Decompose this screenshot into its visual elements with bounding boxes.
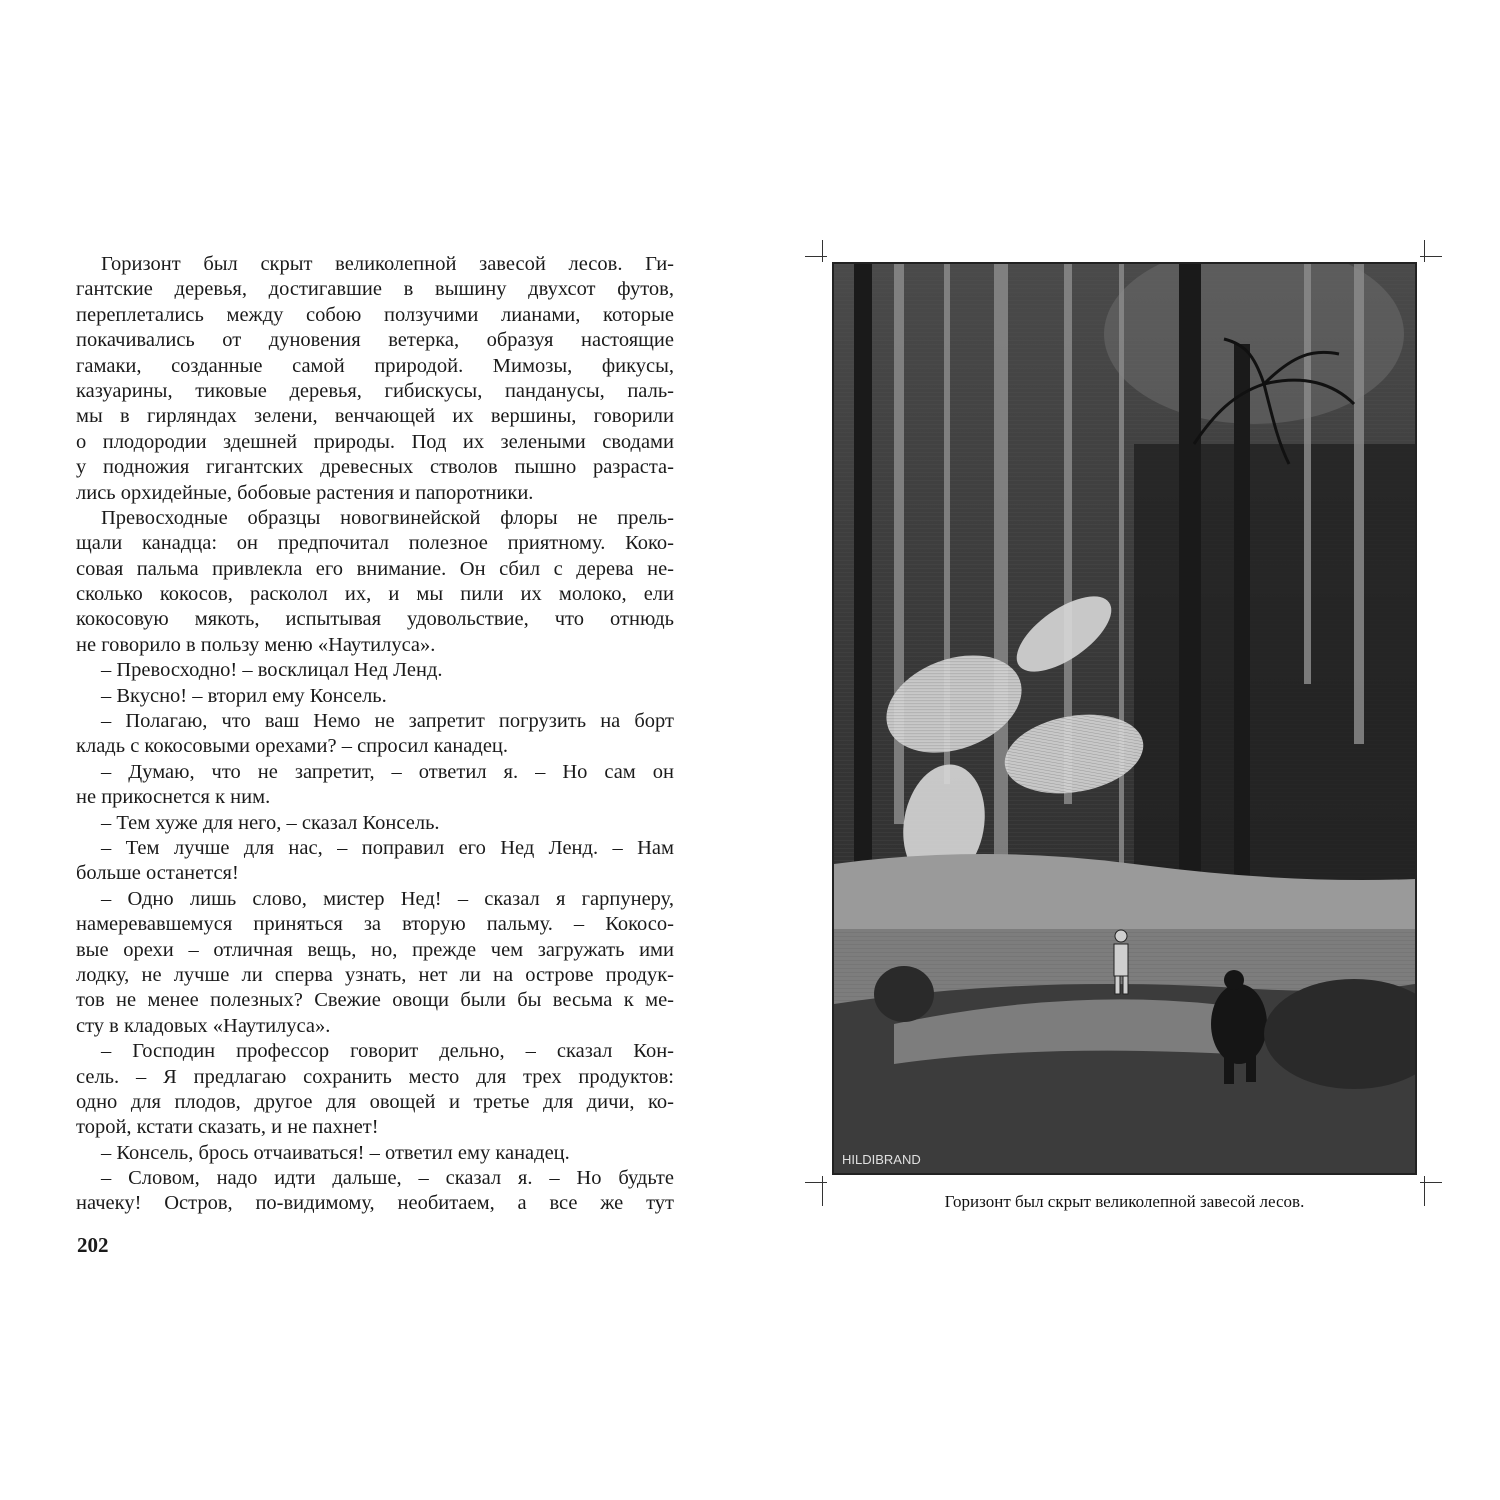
text-line: у подножия гигантских древесных стволов пышно разраста-: [76, 456, 674, 479]
text-line: – Тем хуже для него, – сказал Консель.: [101, 811, 440, 834]
trim-mark: [822, 240, 823, 262]
text-line: – Консель, брось отчаиваться! – ответил ему канадец.: [101, 1141, 570, 1164]
text-line: больше останется!: [76, 862, 239, 885]
illustration-caption: Горизонт был скрыт великолепной завесой лесов.: [944, 1192, 1305, 1211]
page-number: 202: [77, 1233, 109, 1257]
text-line: – Превосходно! – восклицал Нед Ленд.: [101, 659, 443, 682]
trim-mark: [1424, 240, 1425, 262]
trim-mark: [805, 256, 827, 257]
text-line: – Господин профессор говорит дельно, – сказал Кон-: [101, 1040, 674, 1063]
text-line: Горизонт был скрыт великолепной завесой лесов. Ги-: [101, 253, 674, 275]
text-line: тов не менее полезных? Свежие овощи были бы весьма к ме-: [76, 989, 674, 1012]
text-line: – Вкусно! – вторил ему Консель.: [101, 684, 387, 707]
text-line: – Одно лишь слово, мистер Нед! – сказал я гарпунеру,: [101, 887, 674, 910]
jungle-engraving: [832, 262, 1417, 1175]
text-line: казуарины, тиковые деревья, гибискусы, панданусы, паль-: [76, 379, 674, 402]
text-line: гантские деревья, достигавшие в вышину двухсот футов,: [76, 278, 674, 301]
text-line: сель. – Я предлагаю сохранить место для трех продуктов:: [76, 1065, 674, 1088]
text-line: щали канадца: он предпочитал полезное приятному. Коко-: [76, 532, 674, 555]
text-line: намеревавшемуся приняться за вторую пальму. – Кокосо-: [76, 913, 674, 936]
text-line: кладь с кокосовыми орехами? – спросил канадец.: [76, 735, 509, 758]
trim-mark: [1424, 1176, 1425, 1206]
text-line: сту в кладовых «Наутилуса».: [76, 1014, 331, 1037]
text-line: лись орхидейные, бобовые растения и папоротники.: [76, 481, 534, 504]
artist-signature: HILDIBRAND: [842, 1152, 921, 1167]
text-column: [76, 252, 674, 1217]
text-line: Превосходные образцы новогвинейской флоры не прель-: [101, 506, 674, 529]
text-line: торой, кстати сказать, и не пахнет!: [76, 1116, 379, 1139]
trim-mark: [1420, 256, 1442, 257]
text-line: одно для плодов, другое для овощей и третье для дичи, ко-: [76, 1090, 674, 1113]
text-line: гамаки, созданные самой природой. Мимозы, фикусы,: [76, 354, 674, 377]
text-line: – Словом, надо идти дальше, – сказал я. – Но будьте: [101, 1167, 674, 1190]
text-line: вые орехи – отличная вещь, но, прежде чем загружать ими: [76, 938, 674, 961]
text-line: не прикоснется к ним.: [76, 786, 271, 809]
trim-mark: [822, 1176, 823, 1206]
text-line: мы в гирляндах зелени, венчающей их вершины, говорили: [76, 405, 674, 428]
text-line: сколько кокосов, расколол их, и мы пили их молоко, ели: [76, 583, 674, 606]
text-line: – Думаю, что не запретит, – ответил я. – Но сам он: [101, 760, 674, 783]
trim-mark: [805, 1182, 827, 1183]
text-line: не говорило в пользу меню «Наутилуса».: [76, 633, 436, 656]
text-line: о плодородии здешней природы. Под их зелеными сводами: [76, 430, 674, 453]
text-line: – Тем лучше для нас, – поправил его Нед Ленд. – Нам: [101, 836, 674, 859]
text-line: лодку, не лучше ли сперва узнать, нет ли на острове продук-: [76, 963, 674, 986]
engraving-artwork: [834, 264, 1415, 1173]
text-line: – Полагаю, что ваш Немо не запретит погрузить на борт: [101, 710, 674, 733]
text-line: начеку! Остров, по-видимому, необитаем, а все же тут: [76, 1192, 674, 1215]
trim-mark: [1420, 1182, 1442, 1183]
text-line: переплетались между собою ползучими лианами, которые: [76, 303, 674, 326]
text-line: кокосовую мякоть, испытывая удовольствие, что отнюдь: [76, 608, 674, 631]
text-line: совая пальма привлекла его внимание. Он сбил с дерева не-: [76, 557, 674, 580]
text-line: покачивались от дуновения ветерка, образуя настоящие: [76, 329, 674, 352]
